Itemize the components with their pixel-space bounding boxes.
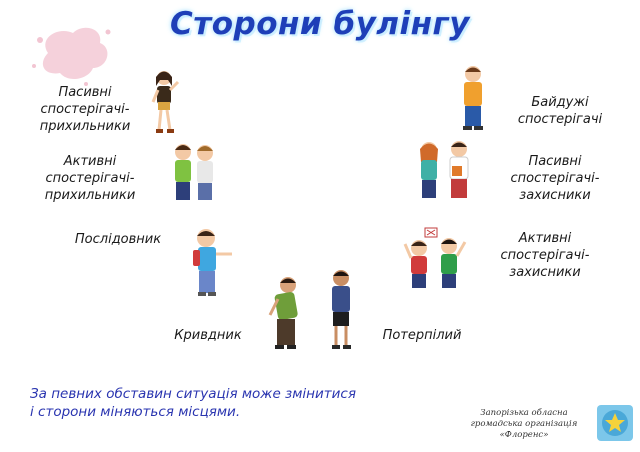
label-line: прихильники (44, 188, 136, 203)
label-line: спостерігачі- (500, 248, 590, 263)
label-line: захисники (519, 188, 591, 203)
victim-figure (326, 268, 356, 353)
label-line: захисники (509, 265, 581, 280)
label-line: прихильники (39, 119, 131, 134)
logo-icon (597, 405, 633, 441)
label-line: спостерігачі- (40, 102, 130, 117)
label-indifferent (495, 94, 625, 128)
page-title: Сторони булінгу (170, 6, 470, 42)
label-passive-supporters (20, 84, 150, 135)
bully-figure (266, 275, 306, 353)
indifferent-figure (458, 64, 488, 134)
note-text (30, 385, 356, 421)
label-line: спостерігачі (517, 112, 603, 127)
label-line: спостерігачі- (510, 171, 600, 186)
label-line: Пасивні (528, 154, 582, 169)
note-line: і сторони міняються місцями. (30, 404, 241, 420)
org-credit (458, 408, 590, 441)
label-victim: Потерпілий (382, 328, 462, 343)
passive-defenders-figure (415, 138, 477, 204)
org-line: «Флоренс» (499, 430, 549, 440)
label-follower: Послідовник (74, 232, 162, 247)
label-line: Активні (518, 231, 572, 246)
label-line: Пасивні (58, 85, 112, 100)
label-active-defenders (475, 230, 615, 281)
follower-figure (190, 226, 234, 298)
org-line: громадська організація (470, 419, 578, 429)
label-passive-defenders (485, 153, 625, 204)
active-supporters-figure (170, 140, 220, 206)
label-bully: Кривдник (174, 328, 242, 343)
label-line: спостерігачі- (45, 171, 135, 186)
note-line: За певних обставин ситуація може змінитися (30, 386, 356, 402)
label-line: Активні (63, 154, 117, 169)
passive-supporter-figure (148, 68, 182, 136)
label-line: Байдужі (531, 95, 589, 110)
label-active-supporters (25, 153, 155, 204)
org-line: Запорізька обласна (480, 408, 568, 418)
active-defenders-figure (403, 226, 469, 292)
